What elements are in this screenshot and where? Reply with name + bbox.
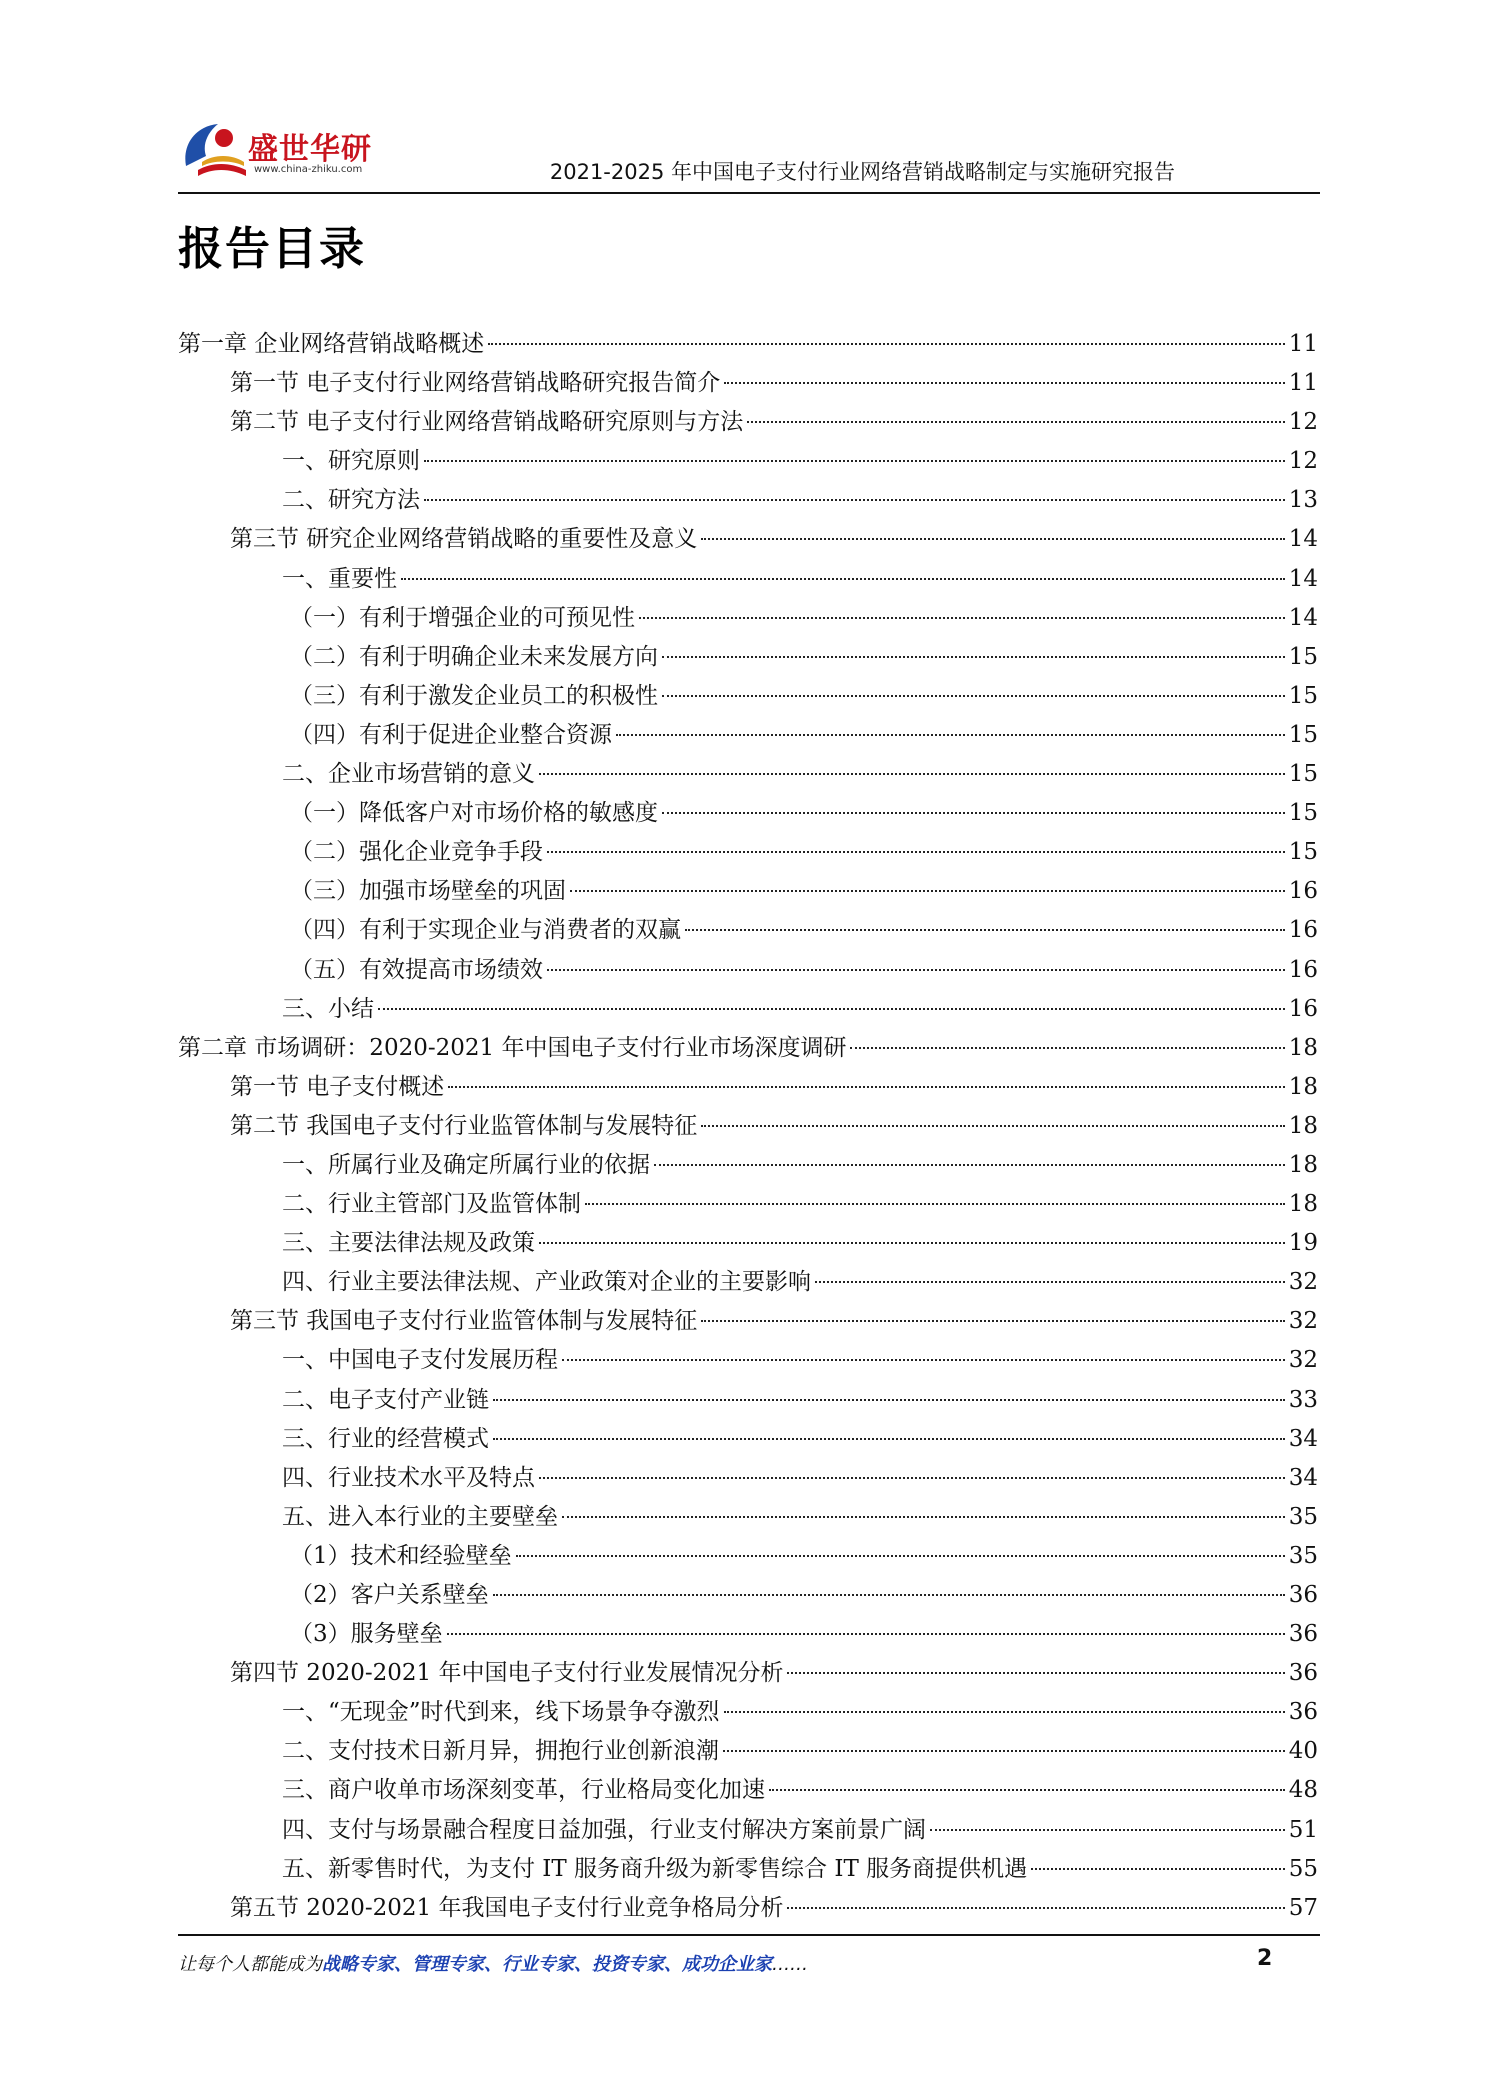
toc-entry-title: （二）有利于明确企业未来发展方向	[290, 643, 658, 670]
toc-entry-title: 第一节 电子支付概述	[230, 1073, 445, 1100]
toc-entry[interactable]	[178, 1302, 1318, 1341]
toc-entry-title: 一、重要性	[282, 565, 397, 592]
toc-entry-page: 14	[1288, 604, 1318, 631]
toc-entry-title: 二、支付技术日新月异，拥抱行业创新浪潮	[282, 1738, 719, 1765]
toc-entry-page: 15	[1288, 721, 1318, 748]
toc-entry-title: 二、行业主管部门及监管体制	[282, 1191, 581, 1218]
toc-entry-page: 18	[1288, 1191, 1318, 1218]
toc-entry-title: 第一章 企业网络营销战略概述	[178, 331, 485, 357]
toc-entry[interactable]	[178, 1381, 1318, 1420]
toc-entry-title: 第一节 电子支付行业网络营销战略研究报告简介	[230, 370, 721, 397]
toc-dot-leader	[539, 1242, 1285, 1244]
toc-entry[interactable]	[178, 1576, 1318, 1615]
toc-entry[interactable]	[178, 481, 1318, 520]
logo-emblem-icon	[178, 104, 258, 184]
toc-entry-page: 12	[1288, 448, 1318, 475]
toc-entry-page: 16	[1288, 917, 1318, 944]
toc-dot-leader	[424, 499, 1285, 501]
logo-url: www.china-zhiku.com	[254, 164, 363, 175]
toc-entry[interactable]	[178, 1811, 1318, 1850]
toc-dot-leader	[850, 1047, 1284, 1049]
toc-entry-title: 五、进入本行业的主要壁垒	[282, 1503, 558, 1530]
toc-dot-leader	[701, 1125, 1284, 1127]
toc-entry[interactable]	[178, 325, 1318, 364]
toc-dot-leader	[539, 1477, 1285, 1479]
toc-entry-page: 36	[1288, 1582, 1318, 1608]
toc-dot-leader	[724, 382, 1284, 384]
footer-slogan-suffix: ……	[772, 1954, 808, 1975]
toc-entry-title: 第二节 我国电子支付行业监管体制与发展特征	[230, 1112, 698, 1139]
toc-entry-page: 11	[1288, 370, 1318, 397]
toc-entry-page: 51	[1288, 1816, 1318, 1843]
toc-entry-page: 55	[1288, 1855, 1318, 1882]
toc-entry-page: 11	[1288, 331, 1318, 357]
toc-entry-page: 18	[1288, 1073, 1318, 1100]
toc-dot-leader	[787, 1672, 1284, 1674]
toc-entry[interactable]	[178, 1615, 1318, 1654]
toc-entry-page: 14	[1288, 526, 1318, 553]
toc-dot-leader	[493, 1438, 1285, 1440]
toc-entry-page: 14	[1288, 565, 1318, 592]
toc-dot-leader	[747, 421, 1284, 423]
toc-entry-page: 36	[1288, 1699, 1318, 1726]
toc-entry[interactable]	[178, 1146, 1318, 1185]
toc-entry-title: 四、行业主要法律法规、产业政策对企业的主要影响	[282, 1269, 811, 1296]
toc-entry[interactable]	[178, 1850, 1318, 1889]
toc-entry-title: 三、商户收单市场深刻变革，行业格局变化加速	[282, 1777, 765, 1804]
footer-divider	[178, 1934, 1320, 1936]
toc-dot-leader	[1031, 1868, 1285, 1870]
toc-entry-page: 18	[1288, 1034, 1318, 1061]
toc-dot-leader	[701, 1320, 1284, 1322]
toc-entry[interactable]	[178, 872, 1318, 911]
toc-entry[interactable]	[178, 911, 1318, 950]
toc-dot-leader	[424, 460, 1285, 462]
toc-entry[interactable]	[178, 1068, 1318, 1107]
toc-entry-title: 第四节 2020-2021 年中国电子支付行业发展情况分析	[230, 1660, 784, 1687]
toc-entry-page: 32	[1288, 1308, 1318, 1335]
toc-entry[interactable]	[178, 755, 1318, 794]
toc-entry[interactable]	[178, 1459, 1318, 1498]
toc-entry-page: 15	[1288, 839, 1318, 866]
toc-dot-leader	[815, 1281, 1285, 1283]
toc-entry[interactable]	[178, 560, 1318, 599]
footer-slogan-prefix: 让每个人都能成为	[178, 1954, 322, 1975]
toc-dot-leader	[516, 1555, 1285, 1557]
toc-dot-leader	[662, 695, 1285, 697]
toc-dot-leader	[378, 1008, 1285, 1010]
toc-entry[interactable]	[178, 716, 1318, 755]
toc-entry-page: 35	[1288, 1542, 1318, 1569]
toc-entry-title: （四）有利于促进企业整合资源	[290, 721, 612, 748]
toc-entry-page: 34	[1288, 1464, 1318, 1491]
toc-entry-page: 18	[1288, 1151, 1318, 1178]
toc-entry-title: （3）服务壁垒	[290, 1621, 443, 1648]
toc-entry[interactable]	[178, 1537, 1318, 1576]
toc-dot-leader	[401, 578, 1285, 580]
toc-entry-title: 第五节 2020-2021 年我国电子支付行业竞争格局分析	[230, 1894, 784, 1921]
toc-entry-page: 32	[1288, 1269, 1318, 1296]
toc-entry-page: 40	[1288, 1738, 1318, 1765]
toc-entry-page: 15	[1288, 682, 1318, 709]
toc-entry[interactable]	[178, 1107, 1318, 1146]
toc-dot-leader	[787, 1907, 1284, 1909]
toc-entry-title: （三）加强市场壁垒的巩固	[290, 878, 566, 905]
toc-entry-page: 13	[1288, 487, 1318, 514]
toc-entry-title: 三、小结	[282, 995, 374, 1022]
toc-entry-page: 15	[1288, 643, 1318, 670]
toc-dot-leader	[448, 1086, 1284, 1088]
toc-dot-leader	[488, 343, 1284, 345]
logo-name: 盛世华研	[248, 132, 372, 167]
toc-entry[interactable]	[178, 1771, 1318, 1810]
toc-entry-page: 57	[1288, 1894, 1318, 1921]
toc-dot-leader	[547, 969, 1285, 971]
toc-entry-title: 一、研究原则	[282, 448, 420, 475]
toc-dot-leader	[562, 1516, 1285, 1518]
toc-dot-leader	[724, 1711, 1285, 1713]
toc-entry[interactable]	[178, 1420, 1318, 1459]
toc-entry[interactable]	[178, 403, 1318, 442]
toc-dot-leader	[662, 656, 1285, 658]
toc-entry-title: 二、企业市场营销的意义	[282, 761, 535, 788]
toc-entry[interactable]	[178, 599, 1318, 638]
toc-entry[interactable]	[178, 1693, 1318, 1732]
toc-entry[interactable]	[178, 1263, 1318, 1302]
page-number: 2	[1257, 1946, 1273, 1971]
toc-entry[interactable]	[178, 638, 1318, 677]
toc-entry-page: 19	[1288, 1230, 1318, 1257]
toc-entry-title: 四、支付与场景融合程度日益加强，行业支付解决方案前景广阔	[282, 1816, 926, 1843]
toc-entry[interactable]	[178, 1889, 1318, 1928]
toc-dot-leader	[662, 812, 1285, 814]
toc-dot-leader	[570, 890, 1285, 892]
toc-dot-leader	[447, 1633, 1285, 1635]
toc-dot-leader	[930, 1829, 1285, 1831]
toc-entry-title: （二）强化企业竞争手段	[290, 839, 543, 866]
report-header-title: 2021-2025 年中国电子支付行业网络营销战略制定与实施研究报告	[549, 160, 1175, 184]
toc-entry[interactable]	[178, 1732, 1318, 1771]
toc-entry[interactable]	[178, 442, 1318, 481]
toc-entry-page: 16	[1288, 878, 1318, 905]
toc-entry[interactable]	[178, 520, 1318, 559]
header-divider	[178, 192, 1320, 194]
toc-entry[interactable]	[178, 1224, 1318, 1263]
toc-entry-title: （2）客户关系壁垒	[290, 1582, 489, 1608]
toc-dot-leader	[585, 1203, 1285, 1205]
toc-dot-leader	[654, 1164, 1285, 1166]
footer-slogan-highlight: 战略专家、管理专家、行业专家、投资专家、成功企业家	[322, 1954, 772, 1975]
toc-entry-page: 36	[1288, 1621, 1318, 1648]
toc-dot-leader	[723, 1750, 1285, 1752]
toc-entry-page: 16	[1288, 995, 1318, 1022]
page-title: 报告目录	[178, 222, 367, 275]
toc-entry-title: 一、“无现金”时代到来，线下场景争夺激烈	[282, 1699, 720, 1726]
toc-entry[interactable]	[178, 1185, 1318, 1224]
toc-entry-page: 36	[1288, 1660, 1318, 1687]
toc-entry-title: 四、行业技术水平及特点	[282, 1464, 535, 1491]
toc-entry-title: 一、所属行业及确定所属行业的依据	[282, 1151, 650, 1178]
toc-entry[interactable]	[178, 677, 1318, 716]
toc-entry-title: 第二节 电子支付行业网络营销战略研究原则与方法	[230, 409, 744, 436]
toc-dot-leader	[769, 1789, 1285, 1791]
toc-dot-leader	[701, 538, 1284, 540]
toc-dot-leader	[493, 1399, 1285, 1401]
toc-entry-page: 33	[1288, 1386, 1318, 1413]
toc-entry-title: 一、中国电子支付发展历程	[282, 1347, 558, 1374]
toc-dot-leader	[562, 1359, 1285, 1361]
toc-entry-page: 15	[1288, 761, 1318, 788]
toc-entry[interactable]	[178, 1029, 1318, 1068]
toc-entry[interactable]	[178, 1341, 1318, 1380]
footer-slogan	[178, 1950, 808, 1976]
toc-entry-title: （四）有利于实现企业与消费者的双赢	[290, 917, 681, 944]
toc-entry-title: 第三节 我国电子支付行业监管体制与发展特征	[230, 1308, 698, 1335]
toc-entry-page: 35	[1288, 1503, 1318, 1530]
toc-entry-title: （五）有效提高市场绩效	[290, 956, 543, 983]
toc-entry[interactable]	[178, 951, 1318, 990]
toc-entry-title: （一）降低客户对市场价格的敏感度	[290, 800, 658, 827]
toc-entry-title: 二、研究方法	[282, 487, 420, 514]
toc-dot-leader	[539, 773, 1285, 775]
toc-entry-title: 五、新零售时代，为支付 IT 服务商升级为新零售综合 IT 服务商提供机遇	[282, 1855, 1028, 1882]
toc-entry-page: 32	[1288, 1347, 1318, 1374]
toc-entry[interactable]	[178, 1498, 1318, 1537]
toc-entry[interactable]	[178, 364, 1318, 403]
toc-dot-leader	[493, 1594, 1285, 1596]
company-logo	[178, 104, 388, 184]
toc-entry-page: 16	[1288, 956, 1318, 983]
toc-dot-leader	[685, 929, 1285, 931]
toc-entry[interactable]	[178, 1654, 1318, 1693]
toc-dot-leader	[639, 617, 1285, 619]
toc-entry-page: 34	[1288, 1425, 1318, 1452]
toc-entry-title: 三、行业的经营模式	[282, 1425, 489, 1452]
toc-entry-page: 15	[1288, 800, 1318, 827]
toc-dot-leader	[616, 734, 1285, 736]
toc-entry-title: 第二章 市场调研：2020-2021 年中国电子支付行业市场深度调研	[178, 1034, 847, 1061]
toc-entry[interactable]	[178, 833, 1318, 872]
toc-entry-page: 12	[1288, 409, 1318, 436]
toc-entry-title: 第三节 研究企业网络营销战略的重要性及意义	[230, 526, 698, 553]
toc-entry-title: （1）技术和经验壁垒	[290, 1542, 512, 1569]
toc-entry-page: 18	[1288, 1112, 1318, 1139]
toc-entry-title: 二、电子支付产业链	[282, 1386, 489, 1413]
toc-dot-leader	[547, 851, 1285, 853]
toc-entry-title: （一）有利于增强企业的可预见性	[290, 604, 635, 631]
table-of-contents	[178, 325, 1318, 1928]
toc-entry[interactable]	[178, 794, 1318, 833]
toc-entry[interactable]	[178, 990, 1318, 1029]
toc-entry-page: 48	[1288, 1777, 1318, 1804]
toc-entry-title: 三、主要法律法规及政策	[282, 1230, 535, 1257]
toc-entry-title: （三）有利于激发企业员工的积极性	[290, 682, 658, 709]
